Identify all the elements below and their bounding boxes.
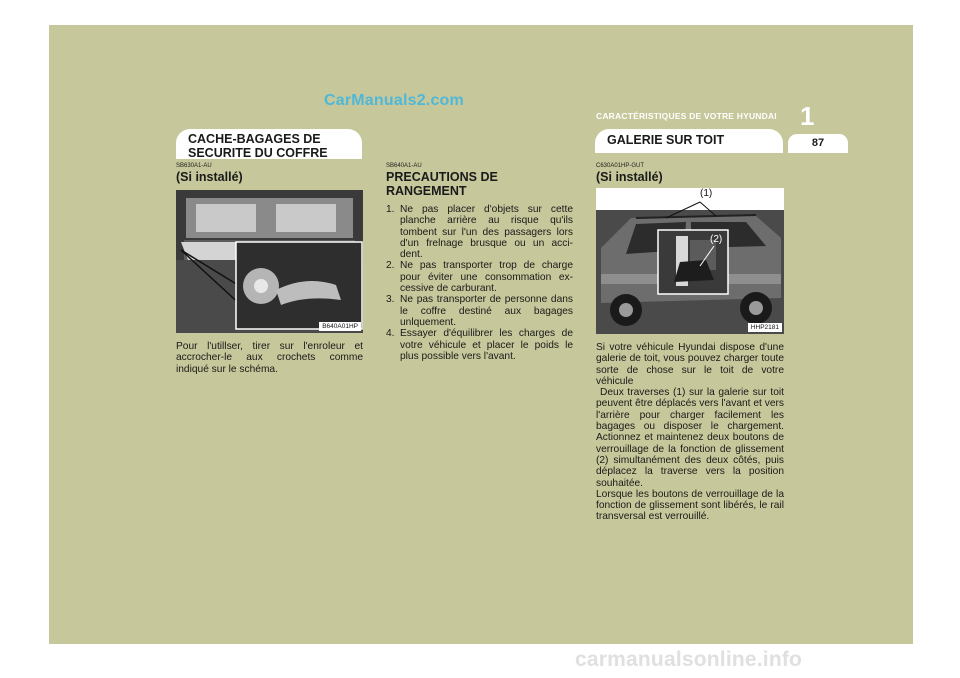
- section-title-line2: SECURITE DU COFFRE: [188, 146, 328, 160]
- list-item: 3. Ne pas transporter de personne dans le coffre destiné aux bagages unlquement.: [386, 294, 573, 328]
- image-label: HHP2181: [748, 323, 782, 332]
- precautions-title: [386, 170, 573, 198]
- reference-code: C630A01HP-GUT: [596, 163, 645, 169]
- subtitle: (Si installé): [176, 170, 243, 184]
- callout-2: (2): [710, 234, 723, 245]
- paragraph-1: Si votre véhicule Hyundai dispose d'une galerie de toit, vous pouvez charger toute sorte de chose sur le toit de votre véhicule: [596, 342, 784, 387]
- roof-rack-illustration: [596, 188, 784, 334]
- list-item: 1. Ne pas placer d'objets sur cette planche arrière au risque qu'ils tombent sur l'un des passagers lors d'un frelnage brusque ou un acci-dent.: [386, 204, 573, 261]
- subtitle: (Si installé): [596, 170, 663, 184]
- section-tab-roof-rack: [595, 129, 783, 153]
- chapter-title: CARACTÉRISTIQUES DE VOTRE HYUNDAI: [596, 111, 777, 121]
- section-title-line1: CACHE-BAGAGES DE: [188, 132, 321, 146]
- paragraph-2: Deux traverses (1) sur la galerie sur toit peuvent être déplacés vers l'avant et vers l'arrière pour charger facilement les bagages ou disposer le chargement. Actionnez et maintenez deux boutons de verrouillage de la fonction de glissement (2) simultanément des deux côtés, puis déplacez la traverse vers la position souhaitée.: [596, 387, 784, 489]
- paragraph-3: Lorsque les boutons de verrouillage de la fonction de glissement sont libérés, le rail transversal est verrouillé.: [596, 488, 784, 523]
- column-left: [176, 163, 363, 375]
- watermark-top[interactable]: CarManuals2.com: [324, 92, 464, 109]
- cargo-cover-photo: [176, 190, 363, 333]
- callout-1: (1): [700, 188, 713, 199]
- list-item: 2. Ne pas transporter trop de charge pour éviter une consommation ex-cessive de carburant.: [386, 260, 573, 295]
- reference-code: SB640A1-AU: [386, 163, 422, 169]
- title-line2: RANGEMENT: [386, 184, 467, 198]
- page-number: 87: [788, 134, 848, 153]
- title-line1: PRECAUTIONS DE: [386, 170, 498, 184]
- instruction-text: Pour l'utillser, tirer sur l'enroleur et accrocher-le aux crochets comme indiqué sur le schéma.: [176, 341, 363, 375]
- chapter-number: 1: [800, 101, 815, 131]
- cargo-cover-illustration: [176, 190, 363, 333]
- column-middle: [386, 163, 573, 362]
- watermark-bottom[interactable]: carmanualsonline.info: [575, 648, 803, 671]
- image-label: B640A01HP: [319, 322, 361, 331]
- section-tab-cargo-cover: [176, 129, 362, 159]
- roof-rack-photo: [596, 188, 784, 334]
- precautions-list: [386, 204, 573, 362]
- column-right: [596, 163, 784, 523]
- section-title: GALERIE SUR TOIT: [607, 133, 725, 147]
- reference-code: SB630A1-AU: [176, 163, 212, 169]
- list-item: 4. Essayer d'équilibrer les charges de votre véhicule et placer le poids le plus possible vers l'avant.: [386, 328, 573, 362]
